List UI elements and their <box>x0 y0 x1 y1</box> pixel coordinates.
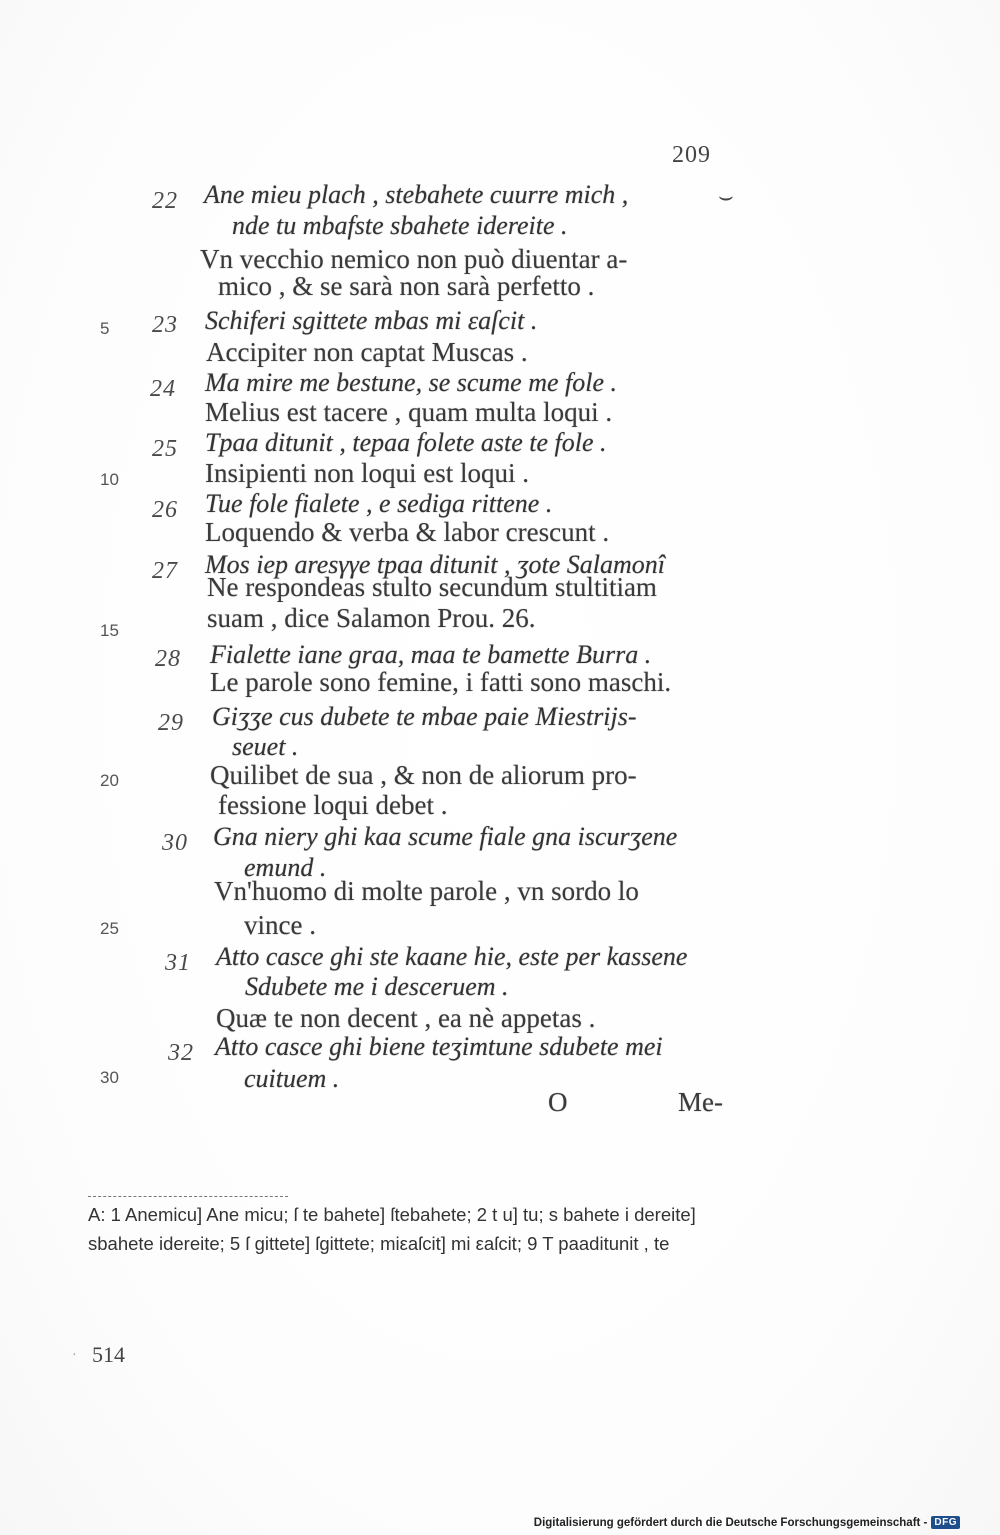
dfg-logo: DFG <box>931 1516 960 1529</box>
translation-text: Melius est tacere , quam multa loqui . <box>205 397 613 427</box>
translation-text: Insipienti non loqui est loqui . <box>205 458 529 488</box>
catchword: Me- <box>678 1087 723 1117</box>
proverb-line <box>0 942 1000 976</box>
translation-text: Loquendo & verba & labor crescunt . <box>205 517 610 547</box>
translation-text: Accipiter non captat Muscas . <box>206 337 528 367</box>
translation-text: fessione loqui debet . <box>218 790 448 820</box>
translation-text: vince . <box>244 910 316 940</box>
proverb-number: 23 <box>152 312 178 338</box>
apparatus-line: A: 1 Anemicu] Ane micu; ſ te bahete] ſtebahete; 2 t u] tu; s bahete i dereite] <box>88 1204 696 1225</box>
proverb-line <box>0 702 1000 736</box>
translation-line <box>0 667 1000 701</box>
albanian-text: Atto casce ghi ste kaane hie, este per kassene <box>216 942 688 971</box>
proverb-number: 30 <box>162 830 188 856</box>
margin-number: 15 <box>100 621 119 640</box>
margin-number: 20 <box>100 771 119 790</box>
translation-line <box>0 790 1000 824</box>
proverb-number: 27 <box>152 558 178 584</box>
page-number: 209 <box>672 142 711 168</box>
proverb-line <box>0 306 1000 340</box>
albanian-text: Fialette iane graa, maa te bamette Burra . <box>210 640 652 669</box>
translation-text: Quæ te non decent , ea nè appetas . <box>216 1003 596 1033</box>
margin-number: 10 <box>100 470 119 489</box>
albanian-text: Atto casce ghi biene teʒimtune sdubete mei <box>215 1032 663 1061</box>
footnote-rule <box>88 1196 288 1197</box>
proverb-line <box>0 972 1000 1006</box>
translation-text: mico , & se sarà non sarà perfetto . <box>218 271 595 301</box>
edition-page-number: 514 <box>92 1342 125 1367</box>
translation-line <box>0 876 1000 910</box>
translation-text: Quilibet de sua , & non de aliorum pro- <box>210 760 637 790</box>
translation-line <box>0 760 1000 794</box>
translation-line <box>0 910 1000 944</box>
margin-number: 25 <box>100 919 119 938</box>
proverb-line <box>0 211 1000 245</box>
scan-speck: · <box>72 1348 77 1363</box>
proverb-number: 32 <box>168 1040 194 1066</box>
ligature-mark: ⌣ <box>718 184 734 210</box>
proverb-number: 22 <box>152 188 178 214</box>
translation-line <box>0 517 1000 551</box>
margin-number: 5 <box>100 319 110 338</box>
proverb-line <box>0 428 1000 462</box>
albanian-text-continued: cuituem . <box>244 1064 340 1093</box>
proverb-line <box>0 822 1000 856</box>
albanian-text-continued: emund . <box>244 853 327 882</box>
proverb-number: 31 <box>165 950 191 976</box>
translation-line <box>0 337 1000 371</box>
proverb-line <box>0 1032 1000 1066</box>
albanian-text: Ane mieu plach , stebahete cuurre mich , <box>204 180 629 209</box>
albanian-text-continued: Sdubete me i desceruem . <box>245 972 509 1001</box>
proverb-number: 25 <box>152 436 178 462</box>
translation-text: Le parole sono femine, i fatti sono maschi. <box>210 667 672 697</box>
translation-text: Vn vecchio nemico non può diuentar a- <box>200 244 628 274</box>
translation-line <box>0 397 1000 431</box>
translation-line <box>0 271 1000 305</box>
albanian-text: Giʒʒe cus dubete te mbae paie Miestrijs- <box>212 702 637 731</box>
margin-number: 30 <box>100 1068 119 1087</box>
proverb-number: 26 <box>152 497 178 523</box>
critical-apparatus <box>88 1200 848 1258</box>
translation-line <box>0 458 1000 492</box>
albanian-text: Gna niery ghi kaa scume fiale gna iscurʒene <box>213 822 678 851</box>
translation-line <box>0 572 1000 606</box>
translation-text: suam , dice Salamon Prou. 26. <box>207 603 536 633</box>
apparatus-line: sbahete idereite; 5 ſ gittete] ſgittete; miεaſcit] mi εaſcit; 9 T paaditunit , te <box>88 1233 670 1254</box>
albanian-text: Tpaa ditunit , tepaa folete aste te fole . <box>205 428 607 457</box>
albanian-text: Mos iep aresγγe tpaa ditunit , ʒote Salamonî <box>205 550 666 579</box>
albanian-text-continued: seuet . <box>232 732 299 761</box>
translation-line <box>0 603 1000 637</box>
proverb-number: 24 <box>150 376 176 402</box>
translation-text: Ne respondeas stulto secundum stultitiam <box>207 572 657 602</box>
albanian-text-continued: nde tu mbafste sbahete idereite . <box>232 211 568 240</box>
proverb-number: 29 <box>158 710 184 736</box>
albanian-text: Tue fole fialete , e sediga rittene . <box>205 489 553 518</box>
proverb-number: 28 <box>155 646 181 672</box>
albanian-text: Schiferi sgittete mbas mi εaſcit . <box>205 306 538 335</box>
proverb-line <box>0 180 1000 214</box>
translation-text: Vn'huomo di molte parole , vn sordo lo <box>214 876 639 906</box>
digitization-footer <box>534 1516 960 1529</box>
footer-text: Digitalisierung gefördert durch die Deutsche Forschungsgemeinschaft - <box>533 1516 928 1529</box>
signature-mark: O <box>548 1087 568 1117</box>
proverb-line <box>0 1064 1000 1098</box>
albanian-text: Ma mire me bestune, se scume me fole . <box>205 368 618 397</box>
